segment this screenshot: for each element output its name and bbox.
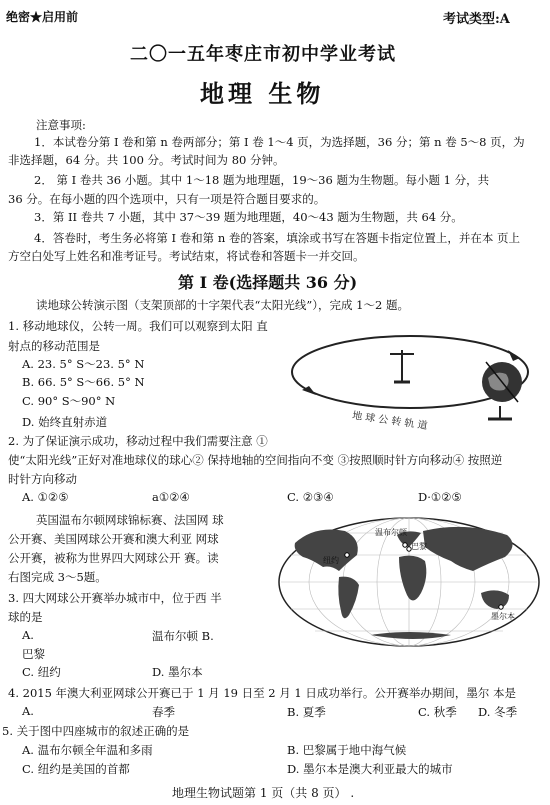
note-1b: 非选择题，64 分。共 100 分。考试时间为 80 分钟。 <box>8 153 285 167</box>
exam-title: 二〇一五年枣庄市初中学业考试 <box>130 44 396 65</box>
q1-stem-a: 1. 移动地球仪，公转一周。我们可以观察到太阳 直 <box>8 319 268 333</box>
q4-option-a: A. <box>22 704 34 718</box>
passage-line-1: 英国温布尔顿网球锦标赛、法国网 球 <box>36 513 224 527</box>
label-wimbledon: 温布尔顿 <box>375 528 407 537</box>
q4-stem: 4. 2015 年澳大利亚网球公开赛已于 1 月 19 日至 2 月 1 日成功举行。公开赛举办期间，墨尔 本是 <box>8 686 517 700</box>
q3-option-c: C. 纽约 <box>22 665 61 679</box>
sun-ray-stand-icon <box>390 350 414 382</box>
q2-option-d: D·①②⑤ <box>418 490 462 504</box>
label-melbourne: 墨尔本 <box>491 612 515 621</box>
q2-option-b: a①②④ <box>152 490 190 504</box>
note-3: 3．第 II 卷共 7 小题，其中 37～39 题为地理题，40～43 题为生物题，共 64 分。 <box>34 210 463 224</box>
note-1a: 1．本试卷分第 Ⅰ 卷和第 n 卷两部分；第 Ⅰ 卷 1～4 页，为选择题，36 分；第 n 卷 5～8 页，为 <box>34 135 525 149</box>
q3-stem-a: 3. 四大网球公开赛举办城市中，位于西 半 <box>8 591 222 605</box>
section-title: 第 Ⅰ 卷(选择题共 36 分) <box>178 273 358 292</box>
q3-stem-b: 球的是 <box>8 610 43 624</box>
passage-line-4: 右图完成 3～5题。 <box>8 570 107 584</box>
orbit-arrow-icon <box>508 350 520 361</box>
q3-option-a: A. <box>22 628 34 642</box>
q1-option-b: B. 66. 5° S～66. 5° N <box>22 375 145 389</box>
q4-option-b: B. 夏季 <box>287 705 326 719</box>
intro-text: 读地球公转演示图（支架顶部的十字架代表“太阳光线”），完成 1～2 题。 <box>36 298 409 312</box>
passage-line-2: 公开赛、美国网球公开赛和澳大利亚 网球 <box>8 532 219 546</box>
label-newyork: 纽约 <box>323 556 339 565</box>
q2-stem-b: 使“太阳光线”正好对准地球仪的球心② 保持地轴的空间指向不变 ③按照顺时针方向移动④ 按照逆 <box>8 453 503 467</box>
note-2b: 36 分。在每小题的四个选项中，只有一项是符合题目要求的。 <box>8 192 326 206</box>
q2-stem-c: 时针方向移动 <box>8 472 77 486</box>
q3-option-b: 温布尔顿 B. <box>152 629 214 643</box>
q3-option-d: D. 墨尔本 <box>152 665 203 679</box>
note-2a: 2． 第 Ⅰ 卷共 36 小题。其中 1～18 题为地理题，19～36 题为生物题。每小题 1 分，共 <box>34 173 490 187</box>
world-map-figure <box>275 515 543 649</box>
orbit-figure <box>282 320 542 432</box>
note-4b: 方空白处写上姓名和准考证号。考试结束，将试卷和答题卡一并交回。 <box>8 249 365 263</box>
q1-option-c: C. 90° S～90° N <box>22 394 116 408</box>
q2-option-a: A. ①②⑤ <box>22 490 69 504</box>
q2-option-c: C. ②③④ <box>287 490 334 504</box>
label-paris: 巴黎 <box>411 542 427 551</box>
confidential-label: 绝密★启用前 <box>6 10 79 24</box>
q1-stem-b: 射点的移动范围是 <box>8 339 100 353</box>
q5-stem: 5. 关于图中四座城市的叙述正确的是 <box>2 724 190 738</box>
subject-title: 地理 生物 <box>200 79 325 108</box>
note-4a: 4．答卷时，考生务必将第 Ⅰ 卷和第 n 卷的答案，填涂或书写在答题卡指定位置上，并在本 页上 <box>34 231 521 245</box>
exam-type-label: 考试类型:A <box>443 12 510 27</box>
orbit-label: 地 球 公 转 轨 道 <box>351 410 429 432</box>
q5-option-a: A. 温布尔顿全年温和多雨 <box>22 743 153 757</box>
q4-option-c: C. 秋季 <box>418 705 457 719</box>
q4-option-a-text: 春季 <box>152 705 175 719</box>
q5-option-c: C. 纽约是美国的首都 <box>22 762 130 776</box>
q5-option-d: D. 墨尔本是澳大利亚最大的城市 <box>287 762 453 776</box>
q3-option-b-text: 巴黎 <box>22 647 45 661</box>
q5-option-b: B. 巴黎属于地中海气候 <box>287 743 407 757</box>
page-footer: 地理生物试题第 1 页（共 8 页） . <box>172 786 355 800</box>
passage-line-3: 公开赛，被称为世界四大网球公开 赛。读 <box>8 551 219 565</box>
notes-heading: 注意事项: <box>36 118 86 132</box>
globe-icon <box>482 362 522 419</box>
q1-option-d: D. 始终直射赤道 <box>22 415 108 429</box>
q4-option-d: D. 冬季 <box>478 705 518 719</box>
q1-option-a: A. 23. 5° S～23. 5° N <box>22 357 145 371</box>
q2-stem-a: 2. 为了保证演示成功，移动过程中我们需要注意 ① <box>8 434 268 448</box>
